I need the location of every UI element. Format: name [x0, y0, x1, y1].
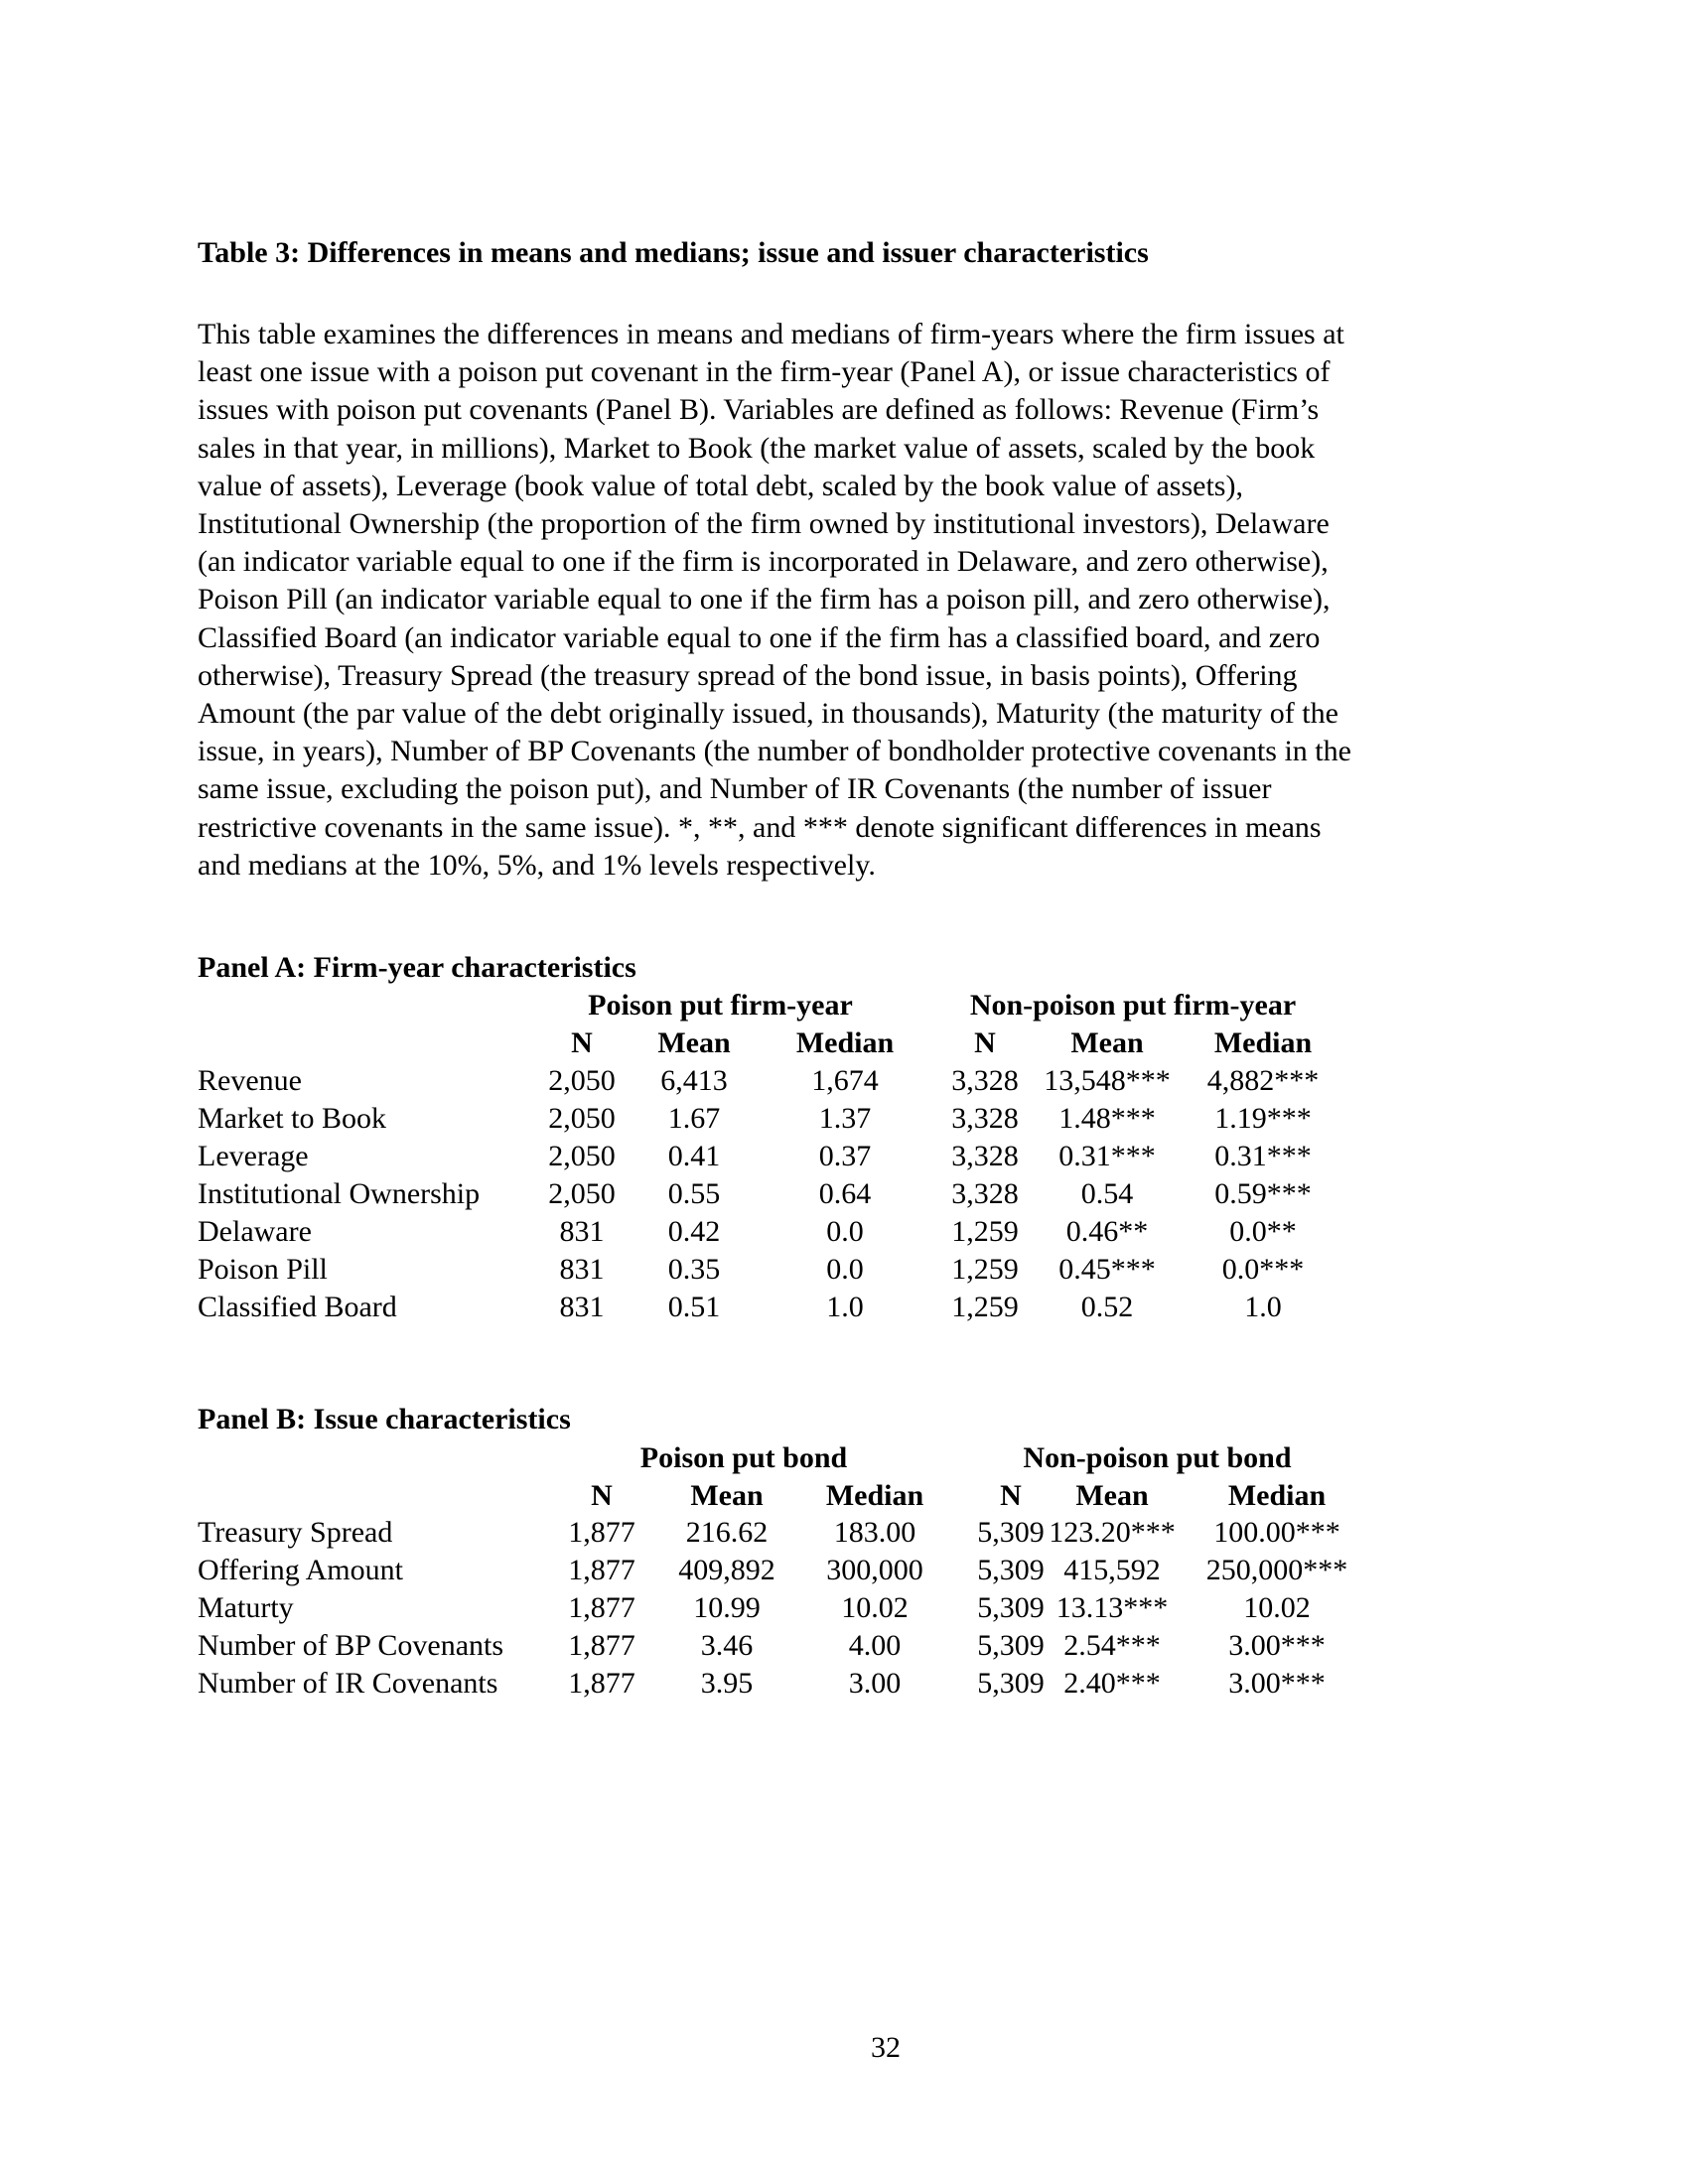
row-label: Number of IR Covenants — [198, 1667, 498, 1700]
table-cell: 2,050 — [548, 1177, 616, 1210]
table-cell: 0.46** — [1065, 1215, 1149, 1248]
column-group-header: Poison put bond — [639, 1441, 848, 1474]
table-cell: 831 — [559, 1215, 605, 1248]
column-header: Mean — [1070, 1026, 1144, 1059]
table-cell: 6,413 — [660, 1064, 728, 1097]
table-title: Table 3: Differences in means and medians; issue and issuer characteristics — [198, 236, 1149, 269]
description-line: issue, in years), Number of BP Covenants (the number of bondholder protective covenants in the — [198, 735, 1351, 768]
table-cell: 831 — [559, 1291, 605, 1323]
table-cell: 0.64 — [818, 1177, 872, 1210]
row-label: Leverage — [198, 1140, 309, 1172]
table-cell: 3,328 — [951, 1102, 1019, 1135]
table-cell: 0.52 — [1080, 1291, 1134, 1323]
table-cell: 0.42 — [667, 1215, 721, 1248]
table-cell: 5,309 — [977, 1516, 1045, 1549]
row-label: Market to Book — [198, 1102, 386, 1135]
table-cell: 0.59*** — [1214, 1177, 1312, 1210]
table-cell: 3.00 — [848, 1667, 902, 1700]
page-number: 32 — [871, 2031, 901, 2064]
table-cell: 409,892 — [678, 1554, 775, 1586]
table-cell: 2,050 — [548, 1140, 616, 1172]
column-header: N — [974, 1026, 996, 1059]
row-label: Classified Board — [198, 1291, 397, 1323]
table-cell: 0.37 — [818, 1140, 872, 1172]
table-cell: 3.00*** — [1228, 1667, 1326, 1700]
column-header: N — [571, 1026, 593, 1059]
table-cell: 2,050 — [548, 1064, 616, 1097]
description-line: (an indicator variable equal to one if the firm is incorporated in Delaware, and zero otherwise), — [198, 545, 1329, 579]
table-cell: 3,328 — [951, 1064, 1019, 1097]
table-cell: 1,877 — [568, 1554, 635, 1586]
panel-b-title: Panel B: Issue characteristics — [198, 1403, 571, 1435]
table-cell: 1,877 — [568, 1516, 635, 1549]
table-cell: 3.00*** — [1228, 1629, 1326, 1662]
column-header: Median — [795, 1026, 895, 1059]
table-cell: 0.31*** — [1214, 1140, 1312, 1172]
description-line: Poison Pill (an indicator variable equal to one if the firm has a poison pill, and zero otherwise), — [198, 583, 1331, 616]
description-line: Amount (the par value of the debt originally issued, in thousands), Maturity (the maturity of the — [198, 697, 1338, 731]
description-line: same issue, excluding the poison put), and Number of IR Covenants (the number of issuer — [198, 772, 1272, 806]
table-cell: 3,328 — [951, 1140, 1019, 1172]
table-cell: 2.54*** — [1063, 1629, 1161, 1662]
table-description — [198, 316, 1351, 885]
table-cell: 1.37 — [818, 1102, 872, 1135]
column-header: Median — [1227, 1479, 1327, 1512]
column-group-header: Non-poison put bond — [1023, 1441, 1292, 1474]
table-cell: 13.13*** — [1055, 1591, 1169, 1624]
table-cell: 10.02 — [841, 1591, 909, 1624]
row-label: Delaware — [198, 1215, 312, 1248]
table-cell: 4,882*** — [1206, 1064, 1320, 1097]
table-cell: 3.95 — [700, 1667, 754, 1700]
table-cell: 5,309 — [977, 1667, 1045, 1700]
description-line: restrictive covenants in the same issue). *, **, and *** denote significant differences in means — [198, 810, 1322, 844]
table-cell: 1.0 — [1244, 1291, 1282, 1323]
table-cell: 1.0 — [826, 1291, 864, 1323]
table-cell: 10.02 — [1243, 1591, 1311, 1624]
description-line: Institutional Ownership (the proportion of the firm owned by institutional investors), Delaware — [198, 507, 1330, 541]
description-line: sales in that year, in millions), Market to Book (the market value of assets, scaled by the book — [198, 431, 1316, 465]
table-cell: 250,000*** — [1205, 1554, 1348, 1586]
table-cell: 415,592 — [1063, 1554, 1161, 1586]
table-cell: 1,877 — [568, 1591, 635, 1624]
row-label: Number of BP Covenants — [198, 1629, 504, 1662]
table-cell: 0.54 — [1080, 1177, 1134, 1210]
table-cell: 1.48*** — [1058, 1102, 1156, 1135]
row-label: Revenue — [198, 1064, 302, 1097]
table-cell: 0.0 — [826, 1253, 864, 1286]
table-cell: 1,877 — [568, 1629, 635, 1662]
table-cell: 0.31*** — [1058, 1140, 1156, 1172]
row-label: Institutional Ownership — [198, 1177, 481, 1210]
table-cell: 1,259 — [951, 1215, 1019, 1248]
table-cell: 3,328 — [951, 1177, 1019, 1210]
table-cell: 1,674 — [811, 1064, 879, 1097]
table-cell: 5,309 — [977, 1554, 1045, 1586]
row-label: Offering Amount — [198, 1554, 403, 1586]
table-cell: 13,548*** — [1044, 1064, 1171, 1097]
row-label: Poison Pill — [198, 1253, 328, 1286]
description-line: Classified Board (an indicator variable equal to one if the firm has a classified board, and zero — [198, 620, 1321, 654]
table-cell: 1,877 — [568, 1667, 635, 1700]
table-cell: 0.35 — [667, 1253, 721, 1286]
table-cell: 123.20*** — [1049, 1516, 1176, 1549]
column-header: Mean — [1075, 1479, 1149, 1512]
description-line: otherwise), Treasury Spread (the treasury spread of the bond issue, in basis points), Offering — [198, 658, 1298, 692]
table-cell: 216.62 — [685, 1516, 769, 1549]
column-header: N — [1000, 1479, 1022, 1512]
table-cell: 0.0*** — [1221, 1253, 1305, 1286]
table-cell: 2.40*** — [1063, 1667, 1161, 1700]
description-line: This table examines the differences in means and medians of firm-years where the firm issues at — [198, 318, 1344, 350]
table-cell: 5,309 — [977, 1629, 1045, 1662]
table-cell: 0.45*** — [1058, 1253, 1156, 1286]
row-label: Maturty — [198, 1591, 294, 1624]
table-cell: 4.00 — [848, 1629, 902, 1662]
table-cell: 183.00 — [833, 1516, 916, 1549]
table-cell: 1.67 — [667, 1102, 721, 1135]
column-header: Median — [825, 1479, 924, 1512]
table-cell: 1,259 — [951, 1253, 1019, 1286]
table-cell: 0.55 — [667, 1177, 721, 1210]
table-cell: 0.0 — [826, 1215, 864, 1248]
table-cell: 10.99 — [693, 1591, 761, 1624]
table-cell: 1.19*** — [1214, 1102, 1312, 1135]
table-cell: 0.0** — [1229, 1215, 1297, 1248]
table-cell: 831 — [559, 1253, 605, 1286]
description-line: least one issue with a poison put covenant in the firm-year (Panel A), or issue characteristics of — [198, 355, 1331, 389]
description-line: value of assets), Leverage (book value of total debt, scaled by the book value of assets), — [198, 469, 1243, 502]
table-cell: 100.00*** — [1213, 1516, 1340, 1549]
table-cell: 0.41 — [667, 1140, 721, 1172]
column-header: Mean — [690, 1479, 764, 1512]
table-cell: 300,000 — [826, 1554, 923, 1586]
column-header: Median — [1213, 1026, 1313, 1059]
panel-a-title: Panel A: Firm-year characteristics — [198, 951, 636, 984]
table-cell: 5,309 — [977, 1591, 1045, 1624]
table-cell: 0.51 — [667, 1291, 721, 1323]
column-header: N — [591, 1479, 613, 1512]
table-cell: 2,050 — [548, 1102, 616, 1135]
row-label: Treasury Spread — [198, 1516, 393, 1549]
description-line: issues with poison put covenants (Panel B). Variables are defined as follows: Revenue (Firm’s — [198, 393, 1320, 427]
table-cell: 1,259 — [951, 1291, 1019, 1323]
description-line: and medians at the 10%, 5%, and 1% levels respectively. — [198, 848, 876, 882]
column-header: Mean — [657, 1026, 731, 1059]
column-group-header: Poison put firm-year — [588, 989, 853, 1022]
table-cell: 3.46 — [700, 1629, 754, 1662]
column-group-header: Non-poison put firm-year — [969, 989, 1297, 1022]
